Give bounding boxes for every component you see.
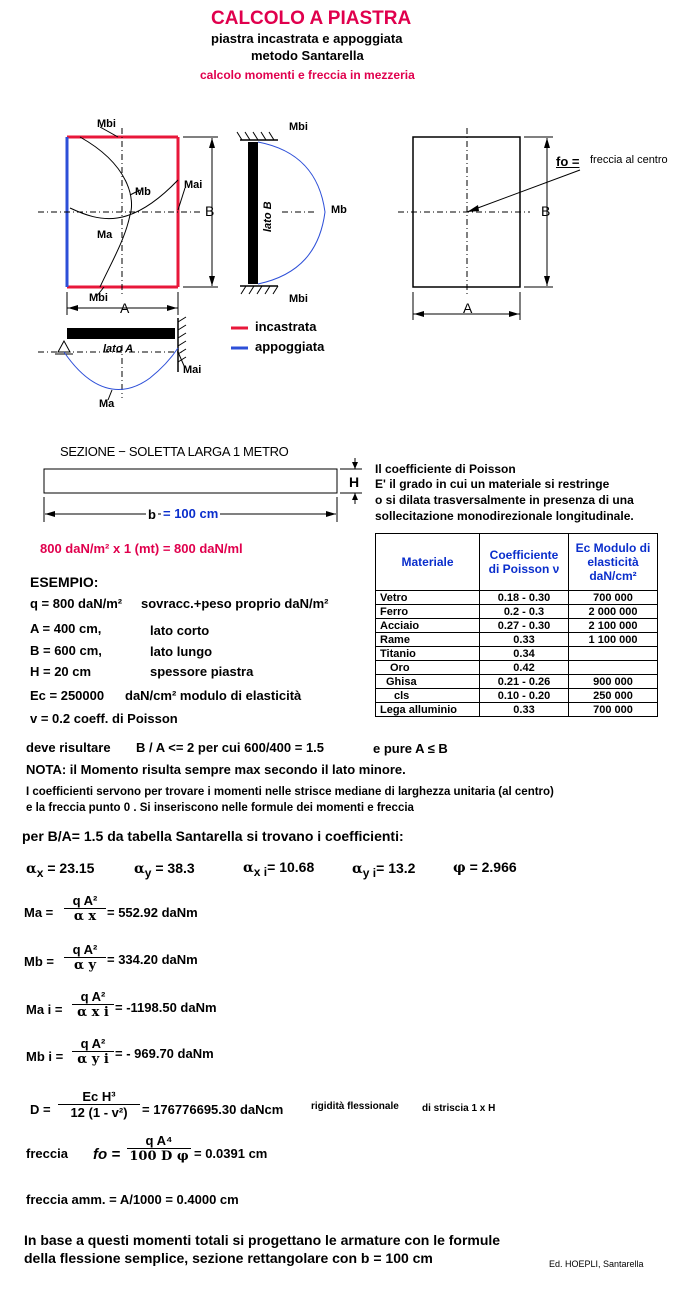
example-q: q = 800 daN/m² bbox=[30, 596, 123, 611]
cell-poisson: 0.33 bbox=[480, 703, 569, 717]
mbi-value: = - 969.70 daNm bbox=[115, 1046, 214, 1061]
note-a-le-b: e pure A ≤ B bbox=[373, 741, 448, 756]
mai-numerator: q A² bbox=[72, 989, 114, 1005]
cell-ec: 700 000 bbox=[569, 591, 658, 605]
alpha-symbol: α bbox=[134, 861, 145, 877]
cell-ec bbox=[569, 661, 658, 675]
note-coeff-1: I coefficienti servono per trovare i momenti nelle strisce mediane di larghezza unitaria (al centro) bbox=[26, 786, 554, 798]
ay-sub: y bbox=[144, 865, 152, 880]
subtitle-scope: calcolo momenti e freccia in mezzeria bbox=[200, 68, 415, 82]
mbi-fraction bbox=[72, 1036, 114, 1067]
ax-value: = 23.15 bbox=[47, 860, 95, 876]
mb-numerator: q A² bbox=[64, 942, 106, 958]
poisson-line1: Il coefficiente di Poisson bbox=[375, 462, 516, 476]
cell-material: Rame bbox=[376, 633, 480, 647]
cell-poisson: 0.34 bbox=[480, 647, 569, 661]
phi-symbol: φ bbox=[453, 860, 466, 876]
fo-value: = 0.0391 cm bbox=[194, 1146, 268, 1161]
footer-credit: Ed. HOEPLI, Santarella bbox=[549, 1259, 644, 1269]
footer-line-1: In base a questi momenti totali si progettano le armature con le formule bbox=[24, 1232, 501, 1248]
d-numerator: Ec H³ bbox=[58, 1089, 140, 1105]
cell-poisson: 0.33 bbox=[480, 633, 569, 647]
section-load: 800 daN/m² x 1 (mt) = 800 daN/ml bbox=[40, 541, 243, 556]
label-a: A bbox=[120, 300, 130, 316]
table-row bbox=[376, 703, 658, 717]
label-a2: A bbox=[463, 300, 473, 316]
axi-value: = 10.68 bbox=[267, 859, 315, 875]
label-lato-a: lato A bbox=[103, 343, 134, 355]
note-table: per B/A= 1.5 da tabella Santarella si trovano i coefficienti: bbox=[22, 828, 404, 844]
example-h: H = 20 cm bbox=[30, 664, 92, 679]
subtitle-method: metodo Santarella bbox=[251, 48, 364, 63]
freccia-amm: freccia amm. = A/1000 = 0.4000 cm bbox=[26, 1192, 239, 1207]
note-max: NOTA: il Momento risulta sempre max secondo il lato minore. bbox=[26, 762, 406, 777]
legend-appoggiata: appoggiata bbox=[255, 339, 325, 354]
cell-material: Vetro bbox=[376, 591, 480, 605]
cell-ec: 250 000 bbox=[569, 689, 658, 703]
table-row bbox=[376, 633, 658, 647]
alpha-symbol: α bbox=[352, 861, 363, 877]
cell-ec bbox=[569, 647, 658, 661]
cell-material: Acciaio bbox=[376, 619, 480, 633]
label-b: B bbox=[205, 203, 215, 219]
ay-value: = 38.3 bbox=[155, 860, 195, 876]
mai-value: = -1198.50 daNm bbox=[115, 1000, 217, 1015]
example-q-desc: sovracc.+peso proprio daN/m² bbox=[141, 596, 329, 611]
ma-value: = 552.92 daNm bbox=[107, 905, 198, 920]
coeff-axi bbox=[243, 859, 314, 879]
cell-ec: 1 100 000 bbox=[569, 633, 658, 647]
mb-lhs: Mb = bbox=[24, 954, 54, 969]
cell-material: Ferro bbox=[376, 605, 480, 619]
cell-ec: 2 000 000 bbox=[569, 605, 658, 619]
example-title: ESEMPIO: bbox=[30, 574, 99, 590]
footer-line-2: della flessione semplice, sezione rettangolare con b = 100 cm bbox=[24, 1250, 433, 1266]
note-ratio: B / A <= 2 per cui 600/400 = 1.5 bbox=[136, 740, 325, 755]
cell-poisson: 0.10 - 0.20 bbox=[480, 689, 569, 703]
cell-material: Titanio bbox=[376, 647, 480, 661]
mbi-denominator: α y i bbox=[77, 1052, 109, 1067]
label-mbi-top: Mbi bbox=[97, 118, 116, 130]
ax-sub: x bbox=[36, 865, 44, 880]
coeff-ay bbox=[134, 860, 195, 880]
table-row bbox=[376, 605, 658, 619]
label-mbi-bottom: Mbi bbox=[89, 292, 108, 304]
d-desc-1: rigidità flessionale bbox=[311, 1101, 399, 1112]
mb-fraction bbox=[64, 942, 106, 973]
label-mai-beam: Mai bbox=[183, 364, 202, 376]
fo-denominator: 100 D φ bbox=[129, 1149, 189, 1164]
section-h-label: H bbox=[349, 474, 360, 490]
section-b-label: b bbox=[148, 507, 156, 522]
poisson-line4: sollecitazione monodirezionale longitudinale. bbox=[375, 509, 634, 523]
materials-table bbox=[375, 533, 658, 717]
cell-poisson: 0.42 bbox=[480, 661, 569, 675]
mbi-lhs: Mb i = bbox=[26, 1049, 64, 1064]
note-coeff-2: e la freccia punto 0 . Si inseriscono nelle formule dei momenti e freccia bbox=[26, 802, 414, 814]
cell-material: cls bbox=[376, 689, 480, 703]
ma-denominator: α x bbox=[73, 909, 97, 924]
example-a-desc: lato corto bbox=[150, 623, 210, 638]
table-row bbox=[376, 689, 658, 703]
label-lato-b: lato B bbox=[262, 201, 274, 232]
label-mbi-side-top: Mbi bbox=[289, 121, 308, 133]
header-ec: Ec Modulo di elasticità daN/cm² bbox=[569, 534, 658, 591]
mbi-numerator: q A² bbox=[72, 1036, 114, 1052]
subtitle-plate-type: piastra incastrata e appoggiata bbox=[211, 31, 403, 46]
poisson-line3: o si dilata trasversalmente in presenza di una bbox=[375, 493, 634, 507]
example-a: A = 400 cm, bbox=[30, 621, 102, 636]
fo-lhs: fo = bbox=[93, 1146, 121, 1163]
mb-denominator: α y bbox=[73, 958, 97, 973]
header-materiale: Materiale bbox=[376, 534, 480, 591]
fo-fraction bbox=[127, 1133, 191, 1164]
cell-material: Ghisa bbox=[376, 675, 480, 689]
header-poisson: Coefficiente di Poisson ν bbox=[480, 534, 569, 591]
example-ec: Ec = 250000 bbox=[30, 688, 105, 703]
ma-fraction bbox=[64, 893, 106, 924]
cell-poisson: 0.21 - 0.26 bbox=[480, 675, 569, 689]
note-deve: deve risultare bbox=[26, 740, 111, 755]
label-ma: Ma bbox=[97, 229, 113, 241]
coeff-ax bbox=[26, 860, 94, 880]
alpha-symbol: α bbox=[243, 860, 254, 876]
ma-lhs: Ma = bbox=[24, 905, 54, 920]
table-row bbox=[376, 591, 658, 605]
mai-denominator: α x i bbox=[77, 1005, 109, 1020]
label-fo: fo = bbox=[556, 154, 580, 169]
label-mb-side: Mb bbox=[331, 204, 347, 216]
label-mai: Mai bbox=[184, 179, 203, 191]
d-fraction bbox=[58, 1089, 140, 1120]
section-title: SEZIONE − SOLETTA LARGA 1 METRO bbox=[60, 444, 289, 459]
example-h-desc: spessore piastra bbox=[150, 664, 254, 679]
label-ma-beam: Ma bbox=[99, 398, 115, 410]
label-b2: B bbox=[541, 203, 551, 219]
fo-numerator: q A⁴ bbox=[127, 1133, 191, 1149]
d-lhs: D = bbox=[30, 1102, 51, 1117]
coeff-phi bbox=[453, 859, 517, 876]
cell-ec: 2 100 000 bbox=[569, 619, 658, 633]
example-ec-desc: daN/cm² modulo di elasticità bbox=[125, 688, 302, 703]
label-fo-desc: freccia al centro bbox=[590, 154, 668, 166]
phi-value: = 2.966 bbox=[469, 859, 517, 875]
mai-fraction bbox=[72, 989, 114, 1020]
d-value: = 176776695.30 daNcm bbox=[142, 1102, 284, 1117]
example-b: B = 600 cm, bbox=[30, 643, 102, 658]
cell-poisson: 0.18 - 0.30 bbox=[480, 591, 569, 605]
section-b-value: = 100 cm bbox=[163, 506, 219, 521]
mai-lhs: Ma i = bbox=[26, 1002, 63, 1017]
ayi-sub: y i bbox=[362, 865, 377, 880]
freccia-label: freccia bbox=[26, 1146, 68, 1161]
axi-sub: x i bbox=[253, 864, 268, 879]
page-title: CALCOLO A PIASTRA bbox=[211, 8, 412, 29]
alpha-symbol: α bbox=[26, 861, 37, 877]
ayi-value: = 13.2 bbox=[376, 860, 416, 876]
cell-material: Lega alluminio bbox=[376, 703, 480, 717]
table-row bbox=[376, 647, 658, 661]
label-mb: Mb bbox=[135, 186, 151, 198]
cell-ec: 700 000 bbox=[569, 703, 658, 717]
cell-poisson: 0.27 - 0.30 bbox=[480, 619, 569, 633]
d-desc-2: di striscia 1 x H bbox=[422, 1103, 496, 1114]
table-row bbox=[376, 619, 658, 633]
cell-material: Oro bbox=[376, 661, 480, 675]
example-v: v = 0.2 coeff. di Poisson bbox=[30, 711, 178, 726]
poisson-line2: E' il grado in cui un materiale si restringe bbox=[375, 477, 610, 491]
legend-incastrata: incastrata bbox=[255, 319, 317, 334]
label-mbi-side-bottom: Mbi bbox=[289, 293, 308, 305]
coeff-ayi bbox=[352, 860, 415, 880]
cell-poisson: 0.2 - 0.3 bbox=[480, 605, 569, 619]
table-row bbox=[376, 661, 658, 675]
cell-ec: 900 000 bbox=[569, 675, 658, 689]
section-diagram bbox=[0, 0, 698, 530]
table-row bbox=[376, 675, 658, 689]
d-denominator: 12 (1 - v²) bbox=[70, 1105, 128, 1120]
example-b-desc: lato lungo bbox=[150, 644, 213, 659]
table-header-row bbox=[376, 534, 658, 591]
ma-numerator: q A² bbox=[64, 893, 106, 909]
mb-value: = 334.20 daNm bbox=[107, 952, 198, 967]
